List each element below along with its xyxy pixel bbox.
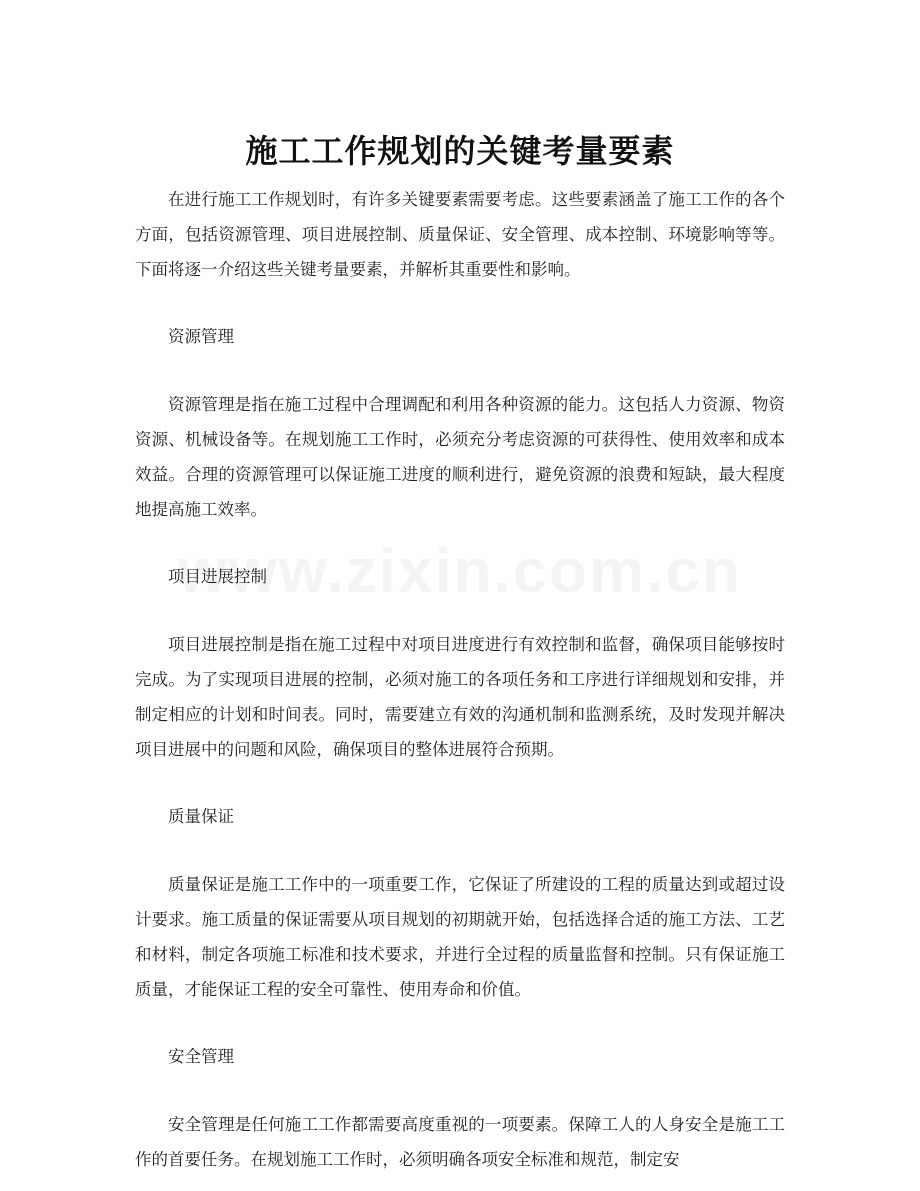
- section-heading-resource: 资源管理: [168, 327, 234, 346]
- section-body-safety: 安全管理是任何施工工作都需要高度重视的一项要素。保障工人的人身安全是施工工作的首要任务。在规划施工工作时，必须明确各项安全标准和规范，制定安: [135, 1115, 785, 1169]
- section-body-progress: 项目进展控制是指在施工过程中对项目进度进行有效控制和监督，确保项目能够按时完成。为了实现项目进展的控制，必须对施工的各项任务和工序进行详细规划和安排，并制定相应的计划和时间表。同时，需要建立有效的沟通机制和监测系统，及时发现并解决项目进展中的问题和风险，确保项目的整体进展符合预期。: [135, 635, 785, 759]
- section-heading-safety: 安全管理: [168, 1047, 234, 1066]
- section-body-resource: 资源管理是指在施工过程中合理调配和利用各种资源的能力。这包括人力资源、物资资源、机械设备等。在规划施工工作时，必须充分考虑资源的可获得性、使用效率和成本效益。合理的资源管理可以保证施工进度的顺利进行，避免资源的浪费和短缺，最大程度地提高施工效率。: [135, 395, 785, 519]
- section-body-quality: 质量保证是施工工作中的一项重要工作，它保证了所建设的工程的质量达到或超过设计要求。施工质量的保证需要从项目规划的初期就开始，包括选择合适的施工方法、工艺和材料，制定各项施工标准和技术要求，并进行全过程的质量监督和控制。只有保证施工质量，才能保证工程的安全可靠性、使用寿命和价值。: [135, 875, 785, 999]
- section-heading-quality: 质量保证: [168, 807, 234, 826]
- page-title: 施工工作规划的关键考量要素: [245, 132, 675, 171]
- section-heading-progress: 项目进展控制: [168, 567, 267, 586]
- intro-paragraph: 在进行施工工作规划时，有许多关键要素需要考虑。这些要素涵盖了施工工作的各个方面，包括资源管理、项目进展控制、质量保证、安全管理、成本控制、环境影响等等。下面将逐一介绍这些关键考量要素，并解析其重要性和影响。: [135, 190, 785, 279]
- document-body: [135, 182, 785, 1177]
